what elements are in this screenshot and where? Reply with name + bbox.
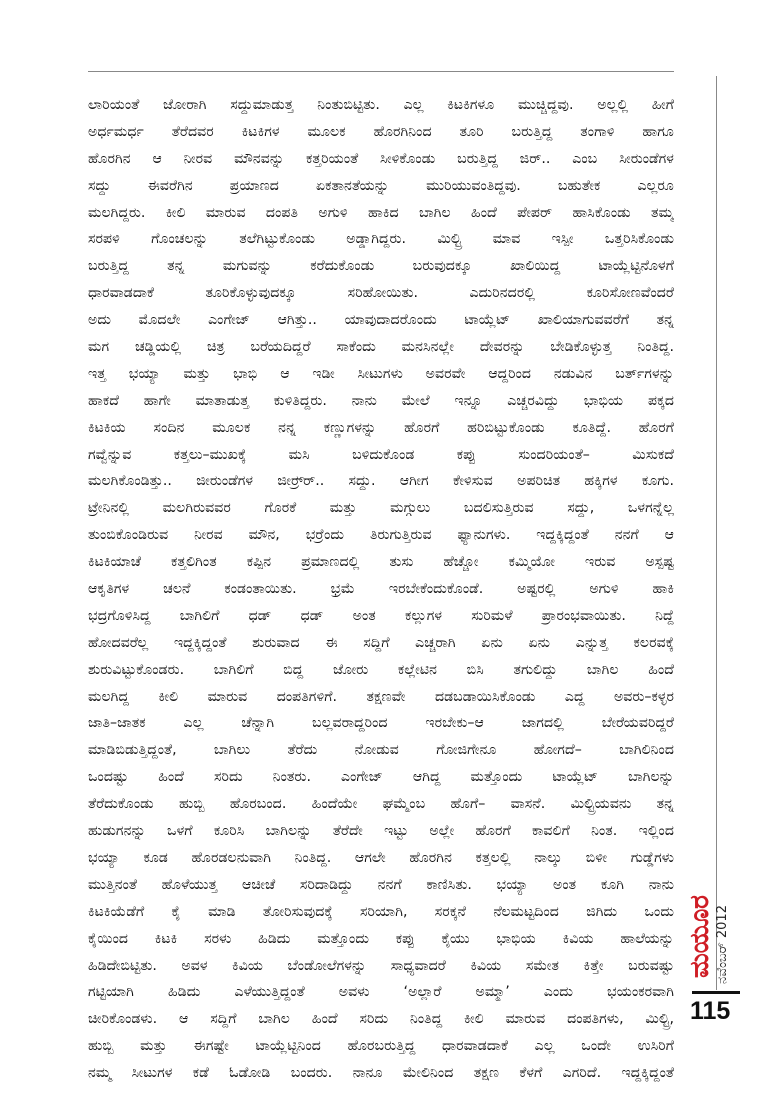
text-line: ಭಯ್ಯಾ ಕೂಡ ಹೊರಡಲನುವಾಗಿ ನಿಂತಿದ್ದ. ಆಗಲೇ ಹೊರಗಿನ ಕತ್ತಲಲ್ಲಿ ನಾಲ್ಕು ಬಿಳೀ ಗುಡ್ಡೆಗಳು xyxy=(88,849,674,866)
text-line: ನಮ್ಮ ಸೀಟುಗಳ ಕಡೆ ಓಡೋಡಿ ಬಂದರು. ನಾನೂ ಮೇಲಿನಿಂದ ತಕ್ಷಣ ಕೆಳಗೆ ಎಗರಿದೆ. ಇದ್ದಕ್ಕಿದ್ದಂತೆ xyxy=(88,1065,674,1082)
text-line: ಹೊರಗಿನ ಆ ನೀರವ ಮೌನವನ್ನು ಕತ್ತರಿಯಂತೆ ಸೀಳಿಕೊಂಡು ಬರುತ್ತಿದ್ದ ಜಿರ್‍.. ಎಂಬ ಸೀರುಂಡೆಗಳ xyxy=(88,150,674,167)
text-line: ಕಿಟಕಿಯೆಡೆಗೆ ಕೈ ಮಾಡಿ ತೋರಿಸುವುದಕ್ಕೆ ಸರಿಯಾಗಿ, ಸರಕ್ಕನೆ ನೆಲಮಟ್ಟದಿಂದ ಜಿಗಿದು ಒಂದು xyxy=(88,903,674,920)
text-line: ಒಂದಷ್ಟು ಹಿಂದೆ ಸರಿದು ನಿಂತರು. ಎಂಗೇಜ್ ಆಗಿದ್ದ ಮತ್ತೊಂದು ಟಾಯ್ಲೆಟ್ ಬಾಗಿಲನ್ನು xyxy=(88,769,674,786)
text-line: ಇತ್ತ ಭಯ್ಯಾ ಮತ್ತು ಭಾಭಿ ಆ ಇಡೀ ಸೀಟುಗಳು ಅವರವೇ ಆದ್ದರಿಂದ ನಡುವಿನ ಬರ್ತ್‌ಗಳನ್ನು xyxy=(88,365,674,382)
top-divider xyxy=(88,71,674,72)
article-body xyxy=(88,92,674,1087)
text-line: ಮಲಗಿದ್ದ ಕೀಲಿ ಮಾರುವ ದಂಪತಿಗಳಿಗೆ. ತಕ್ಷಣವೇ ದಡಬಡಾಯಿಸಿಕೊಂಡು ಎದ್ದ ಅವರು–ಕಳ್ಳರ xyxy=(88,688,674,705)
text-line: ಕಿಟಕಿಯ ಸಂದಿನ ಮೂಲಕ ನನ್ನ ಕಣ್ಣುಗಳನ್ನು ಹೊರಗೆ ಹರಿಬಿಟ್ಟುಕೊಂಡು ಕೂತಿದ್ದೆ. ಹೊರಗೆ xyxy=(88,419,674,436)
text-line: ಧಾರವಾಡದಾಕೆ ತೂರಿಕೊಳ್ಳುವುದಕ್ಕೂ ಸರಿಹೋಯಿತು. ಎದುರಿನದರಲ್ಲಿ ಕೂರಿಸೋಣವೆಂದರೆ xyxy=(88,285,674,302)
text-line: ಹುಡುಗನನ್ನು ಒಳಗೆ ಕೂರಿಸಿ ಬಾಗಿಲನ್ನು ತೆರೆದೇ ಇಟ್ಟು ಅಲ್ಲೇ ಹೊರಗೆ ಕಾವಲಿಗೆ ನಿಂತ. ಇಲ್ಲಿಂದ xyxy=(88,823,674,840)
text-line: ಗಟ್ಟಿಯಾಗಿ ಹಿಡಿದು ಎಳೆಯುತ್ತಿದ್ದಂತೆ ಅವಳು ‘ಅಲ್ಲಾರೆ ಅಮ್ಮಾ’ ಎಂದು ಭಯಂಕರವಾಗಿ xyxy=(88,984,674,1001)
text-line: ಮಾಡಿಬಿಡುತ್ತಿದ್ದಂತೆ, ಬಾಗಿಲು ತೆರೆದು ನೋಡುವ ಗೋಜಿಗೇನೂ ಹೋಗದೆ– ಬಾಗಿಲಿನಿಂದ xyxy=(88,742,674,759)
text-line: ಹಾಕದೆ ಹಾಗೇ ಮಾತಾಡುತ್ತ ಕುಳಿತಿದ್ದರು. ನಾನು ಮೇಲೆ ಇನ್ನೂ ಎಚ್ಚರವಿದ್ದು ಭಾಭಿಯ ಪಕ್ಕದ xyxy=(88,392,674,409)
text-line: ಚೀರಿಕೊಂಡಳು. ಆ ಸದ್ದಿಗೆ ಬಾಗಿಲ ಹಿಂದೆ ಸರಿದು ನಿಂತಿದ್ದ ಕೀಲಿ ಮಾರುವ ದಂಪತಿಗಳು, ಮಿಲ್ಟ್ರಿ, xyxy=(88,1011,674,1028)
page-number-rule xyxy=(692,991,740,994)
text-line: ಟ್ರೇನಿನಲ್ಲಿ ಮಲಗಿರುವವರ ಗೊರಕೆ ಮತ್ತು ಮಗ್ಗುಲು ಬದಲಿಸುತ್ತಿರುವ ಸದ್ದು, ಒಳಗನ್ನೆಲ್ಲ xyxy=(88,500,674,517)
text-line: ಮಲಗಿಕೊಂಡಿತ್ತು.. ಜೀರುಂಡೆಗಳ ಜೀರ್ರ್‍ರ್‍.. ಸದ್ದು. ಆಗೀಗ ಕೇಳಿಸುವ ಅಪರಿಚಿತ ಹಕ್ಕಿಗಳ ಕೂಗು. xyxy=(88,473,674,490)
text-line: ಸದ್ದು ಈವರೆಗಿನ ಪ್ರಯಾಣದ ಏಕತಾನತೆಯನ್ನು ಮುರಿಯುವಂತಿದ್ದವು. ಬಹುತೇಕ ಎಲ್ಲರೂ xyxy=(88,177,674,194)
text-line: ತುಂಬಿಕೊಂಡಿರುವ ನೀರವ ಮೌನ, ಭರ್ರೆಂದು ತಿರುಗುತ್ತಿರುವ ಫ್ಯಾನುಗಳು. ಇದ್ದಕ್ಕಿದ್ದಂತೆ ನನಗೆ ಆ xyxy=(88,527,674,544)
text-line: ಹೋದವರೆಲ್ಲ ಇದ್ದಕ್ಕಿದ್ದಂತೆ ಶುರುವಾದ ಈ ಸದ್ದಿಗೆ ಎಚ್ಚರಾಗಿ ಏನು ಏನು ಎನ್ನುತ್ತ ಕಲರವಕ್ಕೆ xyxy=(88,634,674,651)
page-number: 115 xyxy=(690,997,731,1025)
text-line: ಅರ್ಧಮರ್ಧ ತೆರೆದವರ ಕಿಟಕಿಗಳ ಮೂಲಕ ಹೊರಗಿನಿಂದ ತೂರಿ ಬರುತ್ತಿದ್ದ ತಂಗಾಳಿ ಹಾಗೂ xyxy=(88,123,674,140)
text-line: ಕಿಟಕಿಯಾಚೆ ಕತ್ತಲಿಗಿಂತ ಕಪ್ಪಿನ ಪ್ರಮಾಣದಲ್ಲಿ ತುಸು ಹೆಚ್ಚೋ ಕಮ್ಮಿಯೋ ಇರುವ ಅಸ್ಪಷ್ಟ xyxy=(88,554,674,571)
text-line: ಮುತ್ತಿನಂತೆ ಹೊಳೆಯುತ್ತ ಆಚೀಚೆ ಸರಿದಾಡಿದ್ದು ನನಗೆ ಕಾಣಿಸಿತು. ಭಯ್ಯಾ ಅಂತ ಕೂಗಿ ನಾನು xyxy=(88,876,674,893)
text-line: ಮಗ ಚಡ್ಡಿಯಲ್ಲಿ ಚಿತ್ರ ಬರೆಯದಿದ್ದರೆ ಸಾಕೆಂದು ಮನಸಿನಲ್ಲೇ ದೇವರನ್ನು ಬೇಡಿಕೊಳ್ಳುತ್ತ ನಿಂತಿದ್ದ. xyxy=(88,339,674,356)
text-line: ಹುಬ್ಬಿ ಮತ್ತು ಈಗಷ್ಟೇ ಟಾಯ್ಲೆಟ್ಟಿನಿಂದ ಹೊರಬರುತ್ತಿದ್ದ ಧಾರವಾಡದಾಕೆ ಎಲ್ಲ ಒಂದೇ ಉಸಿರಿಗೆ xyxy=(88,1038,674,1055)
magazine-brand-logo: ಮಯೂರ xyxy=(685,895,715,978)
text-line: ಸರಪಳಿ ಗೊಂಚಲನ್ನು ತಲೆಗಿಟ್ಟುಕೊಂಡು ಅಡ್ಡಾಗಿದ್ದರು. ಮಿಲ್ಟ್ರಿ ಮಾವ ಇಸ್ಪೀ ಒತ್ತರಿಸಿಕೊಂಡು xyxy=(88,231,674,248)
issue-date: ನವೆಂಬರ್ 2012 xyxy=(715,905,730,984)
text-line: ಹಿಡಿದೇಬಿಟ್ಟಿತು. ಅವಳ ಕಿವಿಯ ಬೆಂಡೋಲೆಗಳನ್ನು ಸಾಧ್ಯವಾದರೆ ಕಿವಿಯ ಸಮೇತ ಕಿತ್ತೇ ಬರುವಷ್ಟು xyxy=(88,957,674,974)
text-line: ಗವ್ವೆನ್ನುವ ಕತ್ತಲು–ಮುಖಕ್ಕೆ ಮಸಿ ಬಳಿದುಕೊಂಡ ಕಪ್ಪು ಸುಂದರಿಯಂತೆ– ಮಿಸುಕದೆ xyxy=(88,446,674,463)
text-line: ಬರುತ್ತಿದ್ದ ತನ್ನ ಮಗುವನ್ನು ಕರೆದುಕೊಂಡು ಬರುವುದಕ್ಕೂ ಖಾಲಿಯಿದ್ದ ಟಾಯ್ಲೆಟ್ಟಿನೊಳಗೆ xyxy=(88,258,674,275)
text-line: ಮಲಗಿದ್ದರು. ಕೀಲಿ ಮಾರುವ ದಂಪತಿ ಅಗುಳಿ ಹಾಕಿದ ಬಾಗಿಲ ಹಿಂದೆ ಪೇಪರ್ ಹಾಸಿಕೊಂಡು ತಮ್ಮ xyxy=(88,204,674,221)
text-line: ಶುರುವಿಟ್ಟುಕೊಂಡರು. ಬಾಗಿಲಿಗೆ ಬಿದ್ದ ಜೋರು ಕಲ್ಲೇಟಿನ ಬಿಸಿ ತಗುಲಿದ್ದು ಬಾಗಿಲ ಹಿಂದೆ xyxy=(88,661,674,678)
text-line: ತೆರೆದುಕೊಂಡು ಹುಬ್ಬಿ ಹೊರಬಂದ. ಹಿಂದೆಯೇ ಘಮ್ಮೆಂಬ ಹೊಗೆ– ವಾಸನೆ. ಮಿಲ್ಟ್ರಿಯವನು ತನ್ನ xyxy=(88,796,674,813)
text-line: ಲಾರಿಯಂತೆ ಜೋರಾಗಿ ಸದ್ದುಮಾಡುತ್ತ ನಿಂತುಬಿಟ್ಟಿತು. ಎಲ್ಲ ಕಿಟಕಿಗಳೂ ಮುಚ್ಚಿದ್ದವು. ಅಲ್ಲಲ್ಲಿ ಹೀಗೆ xyxy=(88,97,674,113)
text-line: ಅದು ಮೊದಲೇ ಎಂಗೇಜ್ ಆಗಿತ್ತು.. ಯಾವುದಾದರೊಂದು ಟಾಯ್ಲೆಟ್ ಖಾಲಿಯಾಗುವವರೆಗೆ ತನ್ನ xyxy=(88,312,674,329)
text-line: ಆಕೃತಿಗಳ ಚಲನೆ ಕಂಡಂತಾಯಿತು. ಭ್ರಮೆ ಇರಬೇಕೆಂದುಕೊಂಡೆ. ಅಷ್ಟರಲ್ಲಿ ಅಗುಳಿ ಹಾಕಿ xyxy=(88,581,674,598)
magazine-side-label xyxy=(682,848,732,984)
text-line: ಭದ್ರಗೊಳಿಸಿದ್ದ ಬಾಗಿಲಿಗೆ ಧಡ್ ಧಡ್ ಅಂತ ಕಲ್ಲುಗಳ ಸುರಿಮಳೆ ಪ್ರಾರಂಭವಾಯಿತು. ನಿದ್ದೆ xyxy=(88,607,674,624)
text-line: ಕೈಯಿಂದ ಕಿಟಕಿ ಸರಳು ಹಿಡಿದು ಮತ್ತೊಂದು ಕಪ್ಪು ಕೈಯು ಭಾಭಿಯ ಕಿವಿಯ ಹಾಲೆಯನ್ನು xyxy=(88,930,674,947)
text-line: ಜಾತಿ–ಜಾತಕ ಎಲ್ಲ ಚೆನ್ನಾಗಿ ಬಲ್ಲವರಾದ್ದರಿಂದ ಇರಬೇಕು–ಆ ಜಾಗದಲ್ಲಿ ಬೇರೆಯವರಿದ್ದರೆ xyxy=(88,715,674,732)
